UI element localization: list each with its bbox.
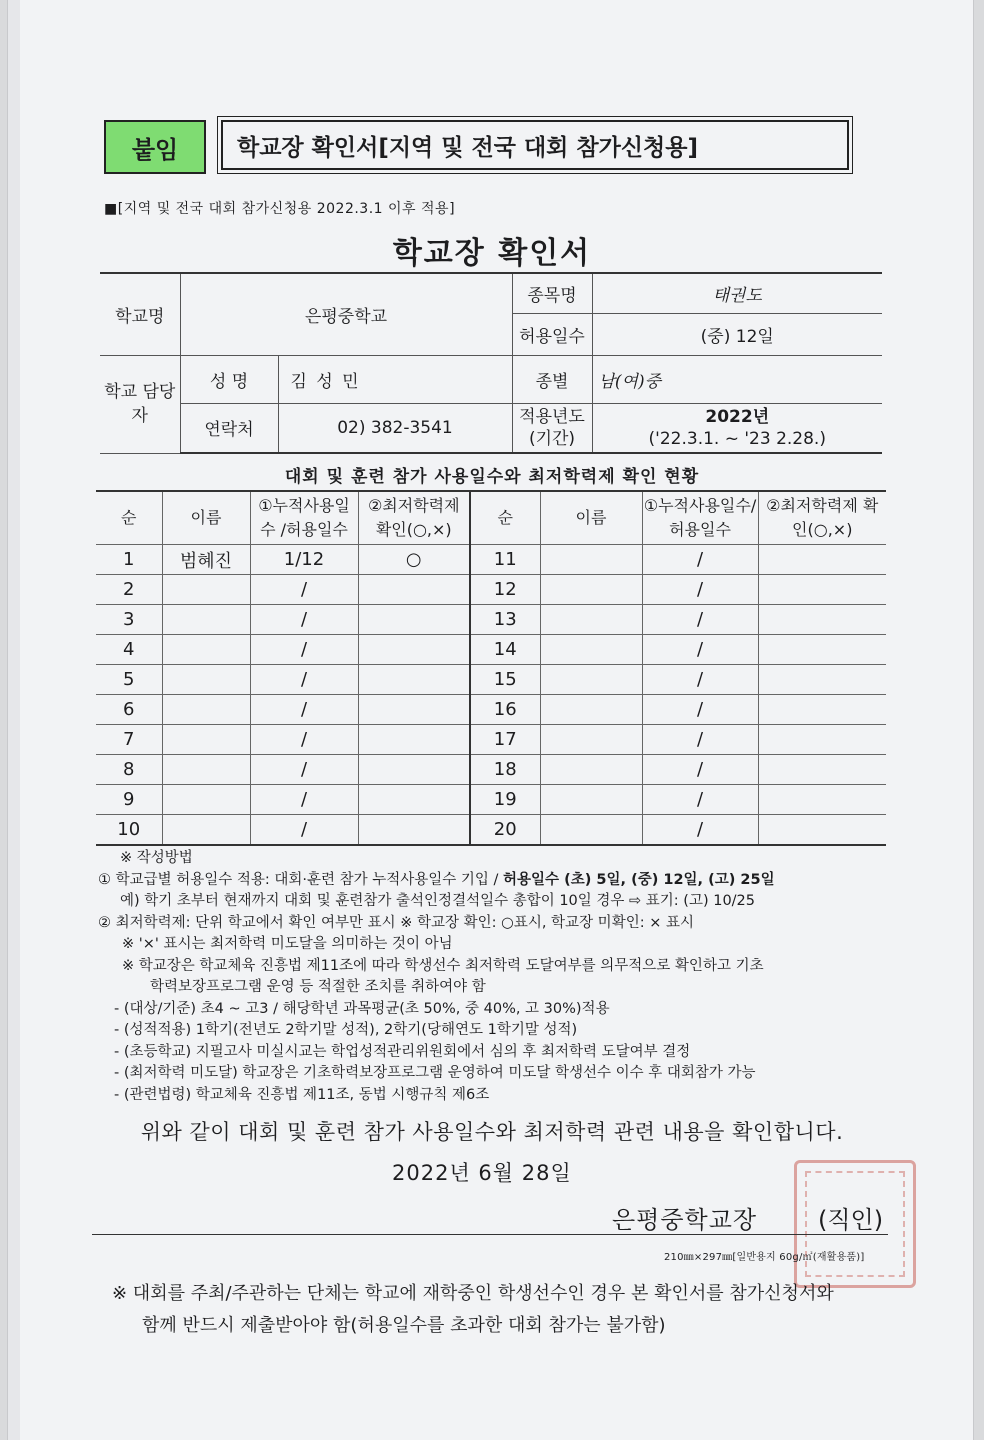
row-name-right xyxy=(540,695,642,725)
method-line-3: ② 최저학력제: 단위 학교에서 확인 여부만 표시 ※ 학교장 확인: ○표시, 학교장 미확인: × 표시 xyxy=(98,914,694,931)
method-line-6: 학력보장프로그램 운영 등 적절한 조치를 취하여야 함 xyxy=(150,979,486,995)
method-line-5: ※ 학교장은 학교체육 진흥법 제11조에 따라 학생선수 최저학력 도달여부를 의무적으로 확인하고 기초 xyxy=(122,957,764,974)
participant-table xyxy=(96,490,886,846)
row-days: / xyxy=(250,755,358,785)
row-check-right xyxy=(758,605,886,635)
row-name-right xyxy=(540,575,642,605)
row-no-right: 20 xyxy=(470,815,540,846)
writing-method xyxy=(98,848,898,1106)
row-check xyxy=(358,725,470,755)
row-name: 범혜진 xyxy=(162,545,250,575)
gender-value: 남(여)중 xyxy=(592,355,882,403)
row-days-right: / xyxy=(642,725,758,755)
method-line-8: - (성적적용) 1학기(전년도 2학기말 성적), 2학기(당해연도 1학기말 성적) xyxy=(114,1022,578,1038)
row-check: ○ xyxy=(358,545,470,575)
row-no: 2 xyxy=(96,575,162,605)
row-days: / xyxy=(250,575,358,605)
signature-date: 2022년 6월 28일 xyxy=(392,1161,572,1185)
row-no-right: 11 xyxy=(470,545,540,575)
year-period-cell xyxy=(592,403,882,453)
row-no-right: 19 xyxy=(470,785,540,815)
row-check xyxy=(358,815,470,846)
row-no: 6 xyxy=(96,695,162,725)
row-days-right: / xyxy=(642,605,758,635)
method-line-9: - (초등학교) 지필고사 미실시교는 학업성적관리위원회에서 심의 후 최저학력 도달여부 결정 xyxy=(114,1043,691,1060)
col-days-header: ①누적사용일수 /허용일수 xyxy=(250,491,358,545)
attachment-badge: 붙임 xyxy=(104,120,206,174)
row-no-right: 12 xyxy=(470,575,540,605)
event-value: 태권도 xyxy=(592,273,882,313)
table-row xyxy=(96,785,886,815)
paper-edge xyxy=(8,0,20,1440)
school-value: 은평중학교 xyxy=(180,273,512,355)
page-title: 학교장 확인서 xyxy=(392,236,592,271)
row-check-right xyxy=(758,725,886,755)
row-name-right xyxy=(540,545,642,575)
method-line-11: - (관련법령) 학교체육 진흥법 제11조, 동법 시행규칙 제6조 xyxy=(114,1086,490,1103)
row-days: 1/12 xyxy=(250,545,358,575)
row-days: / xyxy=(250,605,358,635)
row-check xyxy=(358,755,470,785)
table-row xyxy=(96,545,886,575)
table-row xyxy=(96,815,886,846)
col-days-header-right: ①누적사용일수/ 허용일수 xyxy=(642,491,758,545)
contact-value: 02) 382-3541 xyxy=(278,403,512,453)
col-no-header: 순 xyxy=(96,491,162,545)
row-check xyxy=(358,785,470,815)
row-days-right: / xyxy=(642,755,758,785)
row-no-right: 18 xyxy=(470,755,540,785)
row-no: 10 xyxy=(96,815,162,846)
row-name-right xyxy=(540,755,642,785)
manager-label: 학교 담당자 xyxy=(100,355,180,453)
row-check-right xyxy=(758,695,886,725)
school-label: 학교명 xyxy=(100,273,180,355)
row-name xyxy=(162,635,250,665)
row-no: 8 xyxy=(96,755,162,785)
row-check xyxy=(358,635,470,665)
row-name xyxy=(162,725,250,755)
row-name-right xyxy=(540,725,642,755)
principal-name: 은평중학교장 xyxy=(612,1206,758,1234)
row-no: 5 xyxy=(96,665,162,695)
footnote-line-2: 함께 반드시 제출받아야 함(허용일수를 초과한 대회 참가는 불가함) xyxy=(142,1315,666,1336)
method-line-2: 예) 학기 초부터 현재까지 대회 및 훈련참가 출석인정결석일수 총합이 10일 경우 ⇨ 표기: (고) 10/25 xyxy=(120,893,756,909)
row-name xyxy=(162,665,250,695)
row-no: 7 xyxy=(96,725,162,755)
table-row xyxy=(96,695,886,725)
row-check-right xyxy=(758,665,886,695)
method-line-7: - (대상/기준) 초4 ~ 고3 / 해당학년 과목평균(초 50%, 중 40%, 고 30%)적용 xyxy=(114,1000,610,1017)
row-check-right xyxy=(758,785,886,815)
period-value: ('22.3.1. ~ '23 2.28.) xyxy=(648,428,826,449)
divider xyxy=(92,1234,888,1235)
row-days-right: / xyxy=(642,635,758,665)
row-no-right: 14 xyxy=(470,635,540,665)
year-label: 적용년도 (기간) xyxy=(512,403,592,453)
row-days: / xyxy=(250,695,358,725)
col-no-header-right: 순 xyxy=(470,491,540,545)
row-no: 4 xyxy=(96,635,162,665)
row-name xyxy=(162,815,250,846)
footnote xyxy=(112,1278,912,1342)
table-row xyxy=(96,725,886,755)
col-name-header-right: 이름 xyxy=(540,491,642,545)
row-check xyxy=(358,665,470,695)
table-row xyxy=(96,575,886,605)
row-no-right: 17 xyxy=(470,725,540,755)
row-no-right: 15 xyxy=(470,665,540,695)
paper-spec: 210㎜×297㎜[일반용지 60g/㎡(재활용품)] xyxy=(664,1252,865,1263)
table-row xyxy=(96,665,886,695)
row-days: / xyxy=(250,815,358,846)
document-heading: 학교장 확인서[지역 및 전국 대회 참가신청용] xyxy=(221,120,849,170)
row-days-right: / xyxy=(642,545,758,575)
row-check xyxy=(358,575,470,605)
row-check-right xyxy=(758,635,886,665)
row-check xyxy=(358,605,470,635)
row-check-right xyxy=(758,755,886,785)
row-days-right: / xyxy=(642,575,758,605)
table-row xyxy=(96,605,886,635)
year-value: 2022년 xyxy=(705,406,770,427)
table-row xyxy=(96,755,886,785)
row-no: 1 xyxy=(96,545,162,575)
contact-label: 연락처 xyxy=(180,403,278,453)
row-days: / xyxy=(250,725,358,755)
table-header-row xyxy=(96,491,886,545)
row-name-right xyxy=(540,605,642,635)
row-name xyxy=(162,575,250,605)
row-days-right: / xyxy=(642,815,758,846)
row-no: 9 xyxy=(96,785,162,815)
row-check-right xyxy=(758,575,886,605)
method-line-1a: ① 학교급별 허용일수 적용: 대회·훈련 참가 누적사용일수 기입 / xyxy=(98,871,504,888)
row-name xyxy=(162,785,250,815)
confirmation-statement: 위와 같이 대회 및 훈련 참가 사용일수와 최저학력 관련 내용을 확인합니다. xyxy=(140,1120,844,1144)
row-name xyxy=(162,695,250,725)
allowed-days-label: 허용일수 xyxy=(512,313,592,355)
footnote-line-1: ※ 대회를 주최/주관하는 단체는 학교에 재학중인 학생선수인 경우 본 확인서를 참가신청서와 xyxy=(112,1283,834,1304)
row-days-right: / xyxy=(642,665,758,695)
event-label: 종목명 xyxy=(512,273,592,313)
row-days-right: / xyxy=(642,695,758,725)
info-table xyxy=(100,272,882,454)
row-days: / xyxy=(250,665,358,695)
allowed-days-value: (중) 12일 xyxy=(592,313,882,355)
seal-label: (직인) xyxy=(818,1206,884,1234)
row-name xyxy=(162,605,250,635)
col-check-header-right: ②최저학력제 확인(○,×) xyxy=(758,491,886,545)
row-name-right xyxy=(540,665,642,695)
name-label: 성 명 xyxy=(180,355,278,403)
row-no: 3 xyxy=(96,605,162,635)
gender-label: 종별 xyxy=(512,355,592,403)
row-no-right: 16 xyxy=(470,695,540,725)
row-name-right xyxy=(540,785,642,815)
row-name xyxy=(162,755,250,785)
table-row xyxy=(96,635,886,665)
method-line-10: - (최저학력 미도달) 학교장은 기초학력보장프로그램 운영하여 미도달 학생선수 이수 후 대회참가 가능 xyxy=(114,1065,756,1081)
row-name-right xyxy=(540,635,642,665)
row-check-right xyxy=(758,545,886,575)
method-line-1 xyxy=(98,870,898,892)
col-check-header: ②최저학력제 확인(○,×) xyxy=(358,491,470,545)
row-no-right: 13 xyxy=(470,605,540,635)
row-check-right xyxy=(758,815,886,846)
row-days: / xyxy=(250,785,358,815)
method-line-4: ※ '×' 표시는 최저학력 미도달을 의미하는 것이 아님 xyxy=(122,936,453,952)
row-days: / xyxy=(250,635,358,665)
document-header xyxy=(104,120,854,174)
row-check xyxy=(358,695,470,725)
method-line-1b: 허용일수 (초) 5일, (중) 12일, (고) 25일 xyxy=(503,871,775,888)
method-title: ※ 작성방법 xyxy=(120,850,193,866)
row-name-right xyxy=(540,815,642,846)
col-name-header: 이름 xyxy=(162,491,250,545)
name-value: 김 성 민 xyxy=(278,355,512,403)
applicability-note: ■[지역 및 전국 대회 참가신청용 2022.3.1 이후 적용] xyxy=(104,201,456,217)
status-section-title: 대회 및 훈련 참가 사용일수와 최저학력제 확인 현황 xyxy=(284,467,700,487)
row-days-right: / xyxy=(642,785,758,815)
